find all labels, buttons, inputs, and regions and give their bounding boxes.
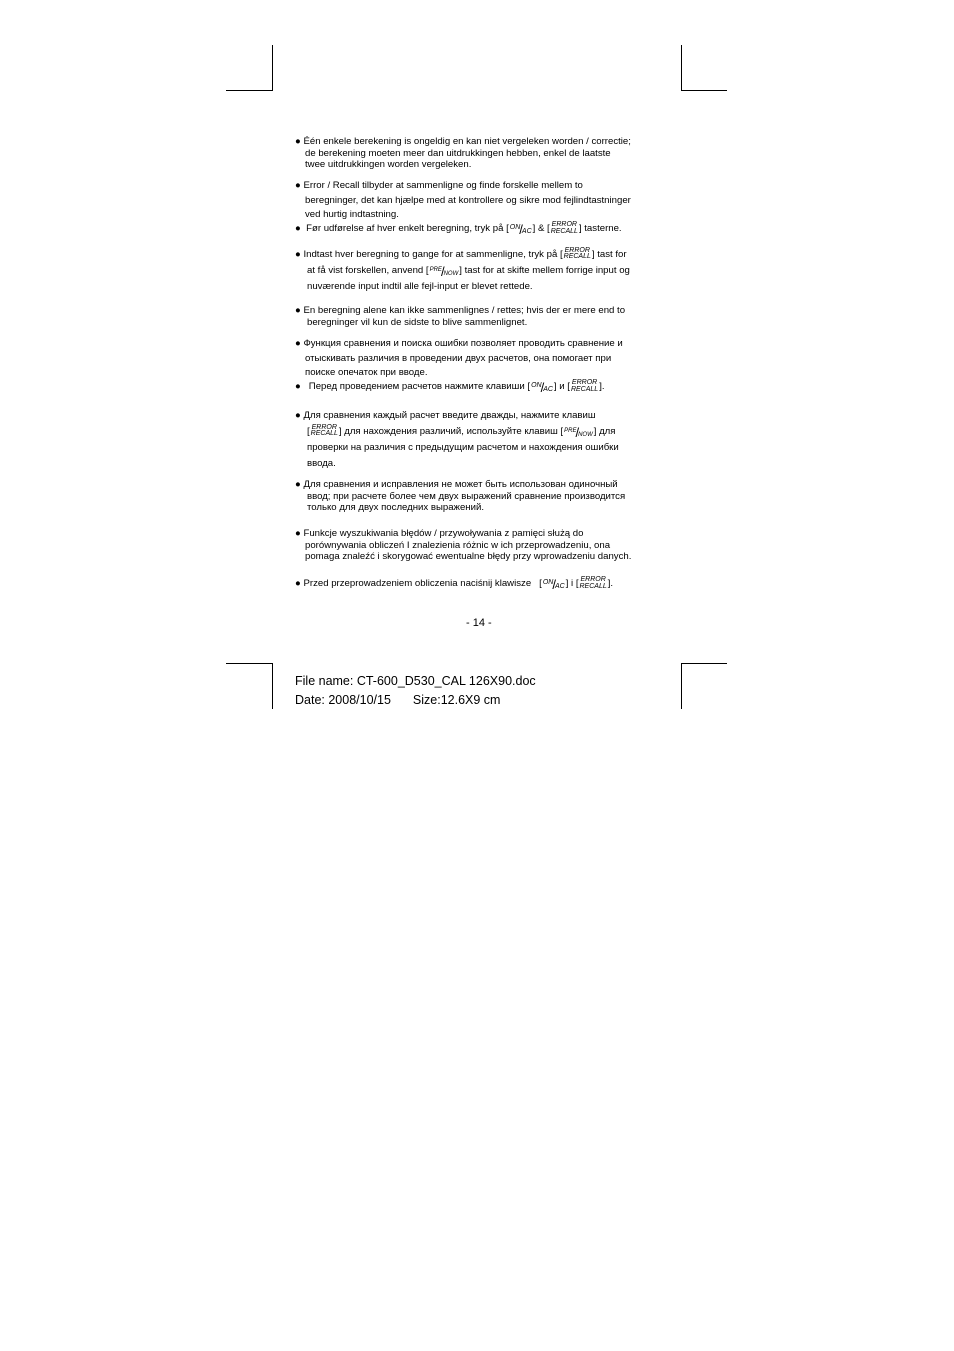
bullet: ●	[295, 305, 301, 316]
text-segment: ] & [	[532, 223, 550, 235]
on-ac-key-icon: ON / AC	[531, 380, 553, 396]
ru-paragraph-2	[295, 379, 605, 396]
crop-mark	[681, 663, 727, 664]
text-line: проверки на различия с предыдущим расчетом и нахождения ошибки	[307, 442, 619, 453]
text-line: de berekening moeten meer dan uitdrukkingen hebben, enkel de laatste	[305, 147, 611, 159]
text-line: porównywania obliczeń I znalezienia różnic w ich przeprowadzeniu, ona	[305, 539, 611, 551]
text-segment: ] tast for at skifte mellem forrige input og	[459, 265, 630, 276]
text-line: только для двух последних выражений.	[307, 502, 484, 513]
size-text: Size:12.6X9 cm	[412, 693, 501, 707]
crop-mark	[681, 663, 682, 709]
text-segment: Перед проведением расчетов нажмите клавиши [	[308, 381, 531, 393]
text-line: beregninger vil kun de sidste to blive sammenlignet.	[307, 316, 528, 328]
text-line: Для сравнения каждый расчет введите дважды, нажмите клавиш	[303, 410, 596, 421]
bullet: ●	[295, 528, 301, 539]
bullet: ●	[295, 381, 301, 393]
nl-paragraph	[295, 136, 631, 171]
pl-paragraph-1	[295, 528, 631, 563]
text-line: ved hurtig indtastning.	[305, 209, 399, 220]
text-line: beregninger, det kan hjælpe med at kontrollere og sikre mod fejlindtastninger	[305, 194, 631, 206]
text-segment: Før udførelse af hver enkelt beregning, tryk på [	[306, 223, 509, 235]
bullet: ●	[295, 136, 301, 147]
text-line: twee uitdrukkingen worden vergeleken.	[305, 159, 472, 170]
page-number: - 14 -	[466, 617, 492, 629]
footer-file-name	[295, 674, 536, 688]
da-paragraph-4	[295, 305, 625, 328]
text-segment: ] tast for	[591, 249, 627, 260]
footer-date-size	[295, 693, 500, 707]
crop-mark	[681, 90, 727, 91]
text-segment: Przed przeprowadzeniem obliczenia naciśnij klawisze	[303, 578, 532, 590]
file-name-text: File name: CT-600_D530_CAL 126X90.doc	[295, 674, 536, 688]
text-segment: [	[539, 578, 542, 590]
text-segment: ] i [	[565, 578, 579, 590]
text-segment: ] для	[593, 426, 616, 437]
text-segment: ].	[607, 578, 614, 590]
bullet: ●	[295, 479, 301, 490]
text-segment: [	[307, 426, 310, 437]
crop-mark	[681, 45, 682, 90]
ru-paragraph-4	[295, 479, 625, 514]
error-recall-key-icon: ERROR RECALL	[579, 576, 607, 590]
text-segment: Indtast hver beregning to gange for at sammenligne, tryk på [	[303, 249, 563, 260]
date-text: Date: 2008/10/15	[295, 693, 391, 707]
text-line: Функция сравнения и поиска ошибки позволяет проводить сравнение и	[303, 338, 623, 349]
error-recall-key-icon: ERROR RECALL	[563, 246, 591, 261]
da-paragraph-3	[295, 247, 630, 295]
crop-mark	[272, 45, 273, 90]
da-paragraph-2	[295, 221, 622, 238]
text-line: pomaga znaleźć i skorygować ewentualne błędy przy wprowadzeniu danych.	[305, 551, 632, 562]
ru-paragraph-3	[295, 408, 619, 472]
text-line: поиске опечаток при вводе.	[305, 367, 428, 378]
text-segment: at få vist forskellen, anvend [	[307, 265, 429, 276]
crop-mark	[226, 663, 273, 664]
crop-mark	[272, 663, 273, 709]
bullet: ●	[295, 249, 301, 260]
error-recall-key-icon: ERROR RECALL	[570, 379, 599, 393]
on-ac-key-icon: ON / AC	[509, 222, 532, 238]
da-paragraph-1	[295, 179, 631, 223]
text-segment: ].	[599, 381, 605, 393]
text-line: Для сравнения и исправления не может быть использован одиночный	[303, 479, 618, 490]
bullet: ●	[295, 180, 301, 191]
text-segment: ] и [	[553, 381, 570, 393]
ru-paragraph-1	[295, 337, 623, 381]
text-line: Funkcje wyszukiwania błędów / przywoływania z pamięci służą do	[303, 528, 584, 539]
crop-mark	[226, 90, 273, 91]
error-recall-key-icon: ERROR RECALL	[550, 221, 578, 235]
text-line: ввод; при расчете более чем двух выражений сравнение производится	[307, 490, 626, 502]
error-recall-key-icon: ERROR RECALL	[310, 423, 338, 438]
bullet: ●	[295, 338, 301, 349]
text-line: Één enkele berekening is ongeldig en kan niet vergeleken worden / correctie;	[303, 136, 631, 147]
text-segment: ] tasterne.	[578, 223, 622, 235]
pre-now-key-icon: PRE / NOW	[564, 424, 593, 440]
text-line: ввода.	[307, 458, 336, 469]
bullet: ●	[295, 578, 301, 590]
bullet: ●	[295, 223, 301, 235]
text-line: nuværende input indtil alle fejl-input er blevet rettede.	[307, 281, 533, 292]
text-line: отыскивать различия в проведении двух расчетов, она помогает при	[305, 352, 612, 364]
text-line: Error / Recall tilbyder at sammenligne og finde forskelle mellem to	[303, 180, 583, 191]
text-line: En beregning alene kan ikke sammenlignes / rettes; hvis der er mere end to	[303, 305, 626, 316]
bullet: ●	[295, 410, 301, 421]
pl-paragraph-2	[295, 576, 614, 593]
text-segment: ] для нахождения различий, используйте клавиш [	[338, 426, 564, 437]
on-ac-key-icon: ON / AC	[542, 577, 565, 593]
pre-now-key-icon: PRE / NOW	[429, 263, 459, 279]
